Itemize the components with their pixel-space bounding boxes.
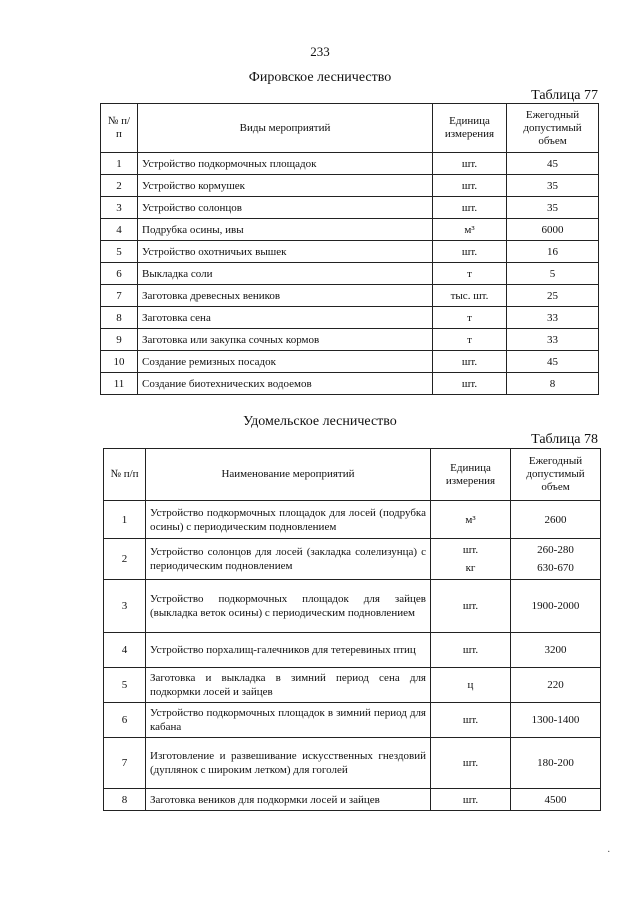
row-unit: шт.	[433, 197, 507, 219]
table-row	[104, 580, 601, 633]
row-unit: т	[433, 329, 507, 351]
row-unit: шт.	[433, 153, 507, 175]
row-number: 4	[101, 219, 138, 241]
row-unit: шт.	[431, 789, 511, 811]
row-activity: Создание ремизных посадок	[138, 351, 433, 373]
row-activity: Устройство порхалищ-галечников для тетеревиных птиц	[146, 633, 431, 668]
table-row	[101, 351, 599, 373]
row-number: 9	[101, 329, 138, 351]
table-row	[101, 329, 599, 351]
row-unit: м³	[433, 219, 507, 241]
row-activity: Устройство подкормочных площадок в зимний период для кабана	[146, 703, 431, 738]
row-volume: 8	[507, 373, 599, 395]
row-unit-value: шт.	[462, 544, 479, 556]
row-number: 4	[104, 633, 146, 668]
table-row	[101, 285, 599, 307]
header-num: № п/п	[104, 449, 146, 501]
row-activity: Создание биотехнических водоемов	[138, 373, 433, 395]
row-activity: Устройство подкормочных площадок для зайцев (выкладка веток осины) с периодическим подновлением	[146, 580, 431, 633]
row-volume: 2600	[511, 501, 601, 539]
row-activity: Устройство солонцов	[138, 197, 433, 219]
row-activity: Устройство подкормочных площадок для лосей (подрубка осины) с периодическим подновлением	[146, 501, 431, 539]
row-activity: Заготовка древесных веников	[138, 285, 433, 307]
table-row	[104, 789, 601, 811]
table-row	[104, 501, 601, 539]
row-number: 2	[104, 539, 146, 580]
page-number: 233	[310, 44, 330, 59]
row-volume: 33	[507, 307, 599, 329]
section-title-firovo: Фировское лесничество	[248, 70, 392, 85]
row-number: 5	[101, 241, 138, 263]
row-unit: шт.	[433, 351, 507, 373]
row-volume: 220	[511, 668, 601, 703]
row-unit: шт.	[431, 580, 511, 633]
section-title-udomlya: Удомельское лесничество	[243, 414, 397, 429]
row-activity: Заготовка и выкладка в зимний период сена для подкормки лосей и зайцев	[146, 668, 431, 703]
row-unit: шт.	[431, 738, 511, 789]
row-number: 8	[104, 789, 146, 811]
row-number: 3	[101, 197, 138, 219]
row-volume: 1900-2000	[511, 580, 601, 633]
row-volume: 25	[507, 285, 599, 307]
table-row	[101, 373, 599, 395]
row-volume-value: 260-280	[537, 544, 574, 556]
row-activity: Заготовка веников для подкормки лосей и зайцев	[146, 789, 431, 811]
table-row	[104, 703, 601, 738]
row-unit: шт.	[433, 373, 507, 395]
header-volume: Ежегодный допустимый объем	[507, 104, 599, 153]
row-number: 11	[101, 373, 138, 395]
header-name: Виды мероприятий	[138, 104, 433, 153]
row-volume-value: 630-670	[537, 562, 574, 574]
row-activity: Подрубка осины, ивы	[138, 219, 433, 241]
row-volume: 35	[507, 197, 599, 219]
table-row	[104, 738, 601, 789]
table-row	[104, 539, 601, 580]
table-row	[101, 153, 599, 175]
row-volume: 6000	[507, 219, 599, 241]
row-volume: 45	[507, 153, 599, 175]
table-header-row	[104, 449, 601, 501]
row-unit: шт.	[431, 703, 511, 738]
row-unit: ц	[431, 668, 511, 703]
row-volume: 5	[507, 263, 599, 285]
row-volume: 16	[507, 241, 599, 263]
row-number: 6	[104, 703, 146, 738]
row-volume: 4500	[511, 789, 601, 811]
row-volume: 33	[507, 329, 599, 351]
row-unit: т	[433, 307, 507, 329]
row-unit: т	[433, 263, 507, 285]
row-volume: 3200	[511, 633, 601, 668]
row-activity: Устройство солонцов для лосей (закладка солелизунца) с периодическим подновлением	[146, 539, 431, 580]
row-volume: 1300-1400	[511, 703, 601, 738]
header-volume: Ежегодный допустимый объем	[511, 449, 601, 501]
table-caption-78: Таблица 78	[531, 432, 598, 447]
row-number: 6	[101, 263, 138, 285]
row-unit: шт.	[433, 175, 507, 197]
header-unit: Единица измерения	[433, 104, 507, 153]
table-row	[101, 175, 599, 197]
row-unit	[431, 539, 511, 580]
table-row	[101, 219, 599, 241]
row-volume	[511, 539, 601, 580]
row-unit: тыс. шт.	[433, 285, 507, 307]
table-77	[100, 103, 599, 395]
row-unit-value: кг	[465, 562, 476, 574]
table-row	[101, 263, 599, 285]
row-number: 2	[101, 175, 138, 197]
row-activity: Устройство охотничьих вышек	[138, 241, 433, 263]
table-row	[101, 241, 599, 263]
row-activity: Выкладка соли	[138, 263, 433, 285]
row-number: 1	[104, 501, 146, 539]
row-activity: Изготовление и развешивание искусственных гнездовий (дуплянок с широким летком) для гоголей	[146, 738, 431, 789]
row-number: 5	[104, 668, 146, 703]
table-caption-77: Таблица 77	[531, 88, 598, 103]
row-volume: 180-200	[511, 738, 601, 789]
row-activity: Устройство подкормочных площадок	[138, 153, 433, 175]
header-num: № п/п	[101, 104, 138, 153]
header-name: Наименование мероприятий	[146, 449, 431, 501]
row-activity: Заготовка или закупка сочных кормов	[138, 329, 433, 351]
table-row	[104, 668, 601, 703]
row-activity: Заготовка сена	[138, 307, 433, 329]
row-unit: шт.	[431, 633, 511, 668]
page-mark: .	[607, 844, 610, 855]
table-78	[103, 448, 601, 811]
row-unit: шт.	[433, 241, 507, 263]
row-number: 10	[101, 351, 138, 373]
row-number: 3	[104, 580, 146, 633]
table-row	[101, 197, 599, 219]
row-activity: Устройство кормушек	[138, 175, 433, 197]
row-unit: м³	[431, 501, 511, 539]
row-volume: 45	[507, 351, 599, 373]
header-unit: Единица измерения	[431, 449, 511, 501]
table-row	[101, 307, 599, 329]
table-row	[104, 633, 601, 668]
row-number: 1	[101, 153, 138, 175]
row-number: 8	[101, 307, 138, 329]
table-header-row	[101, 104, 599, 153]
row-volume: 35	[507, 175, 599, 197]
row-number: 7	[101, 285, 138, 307]
row-number: 7	[104, 738, 146, 789]
